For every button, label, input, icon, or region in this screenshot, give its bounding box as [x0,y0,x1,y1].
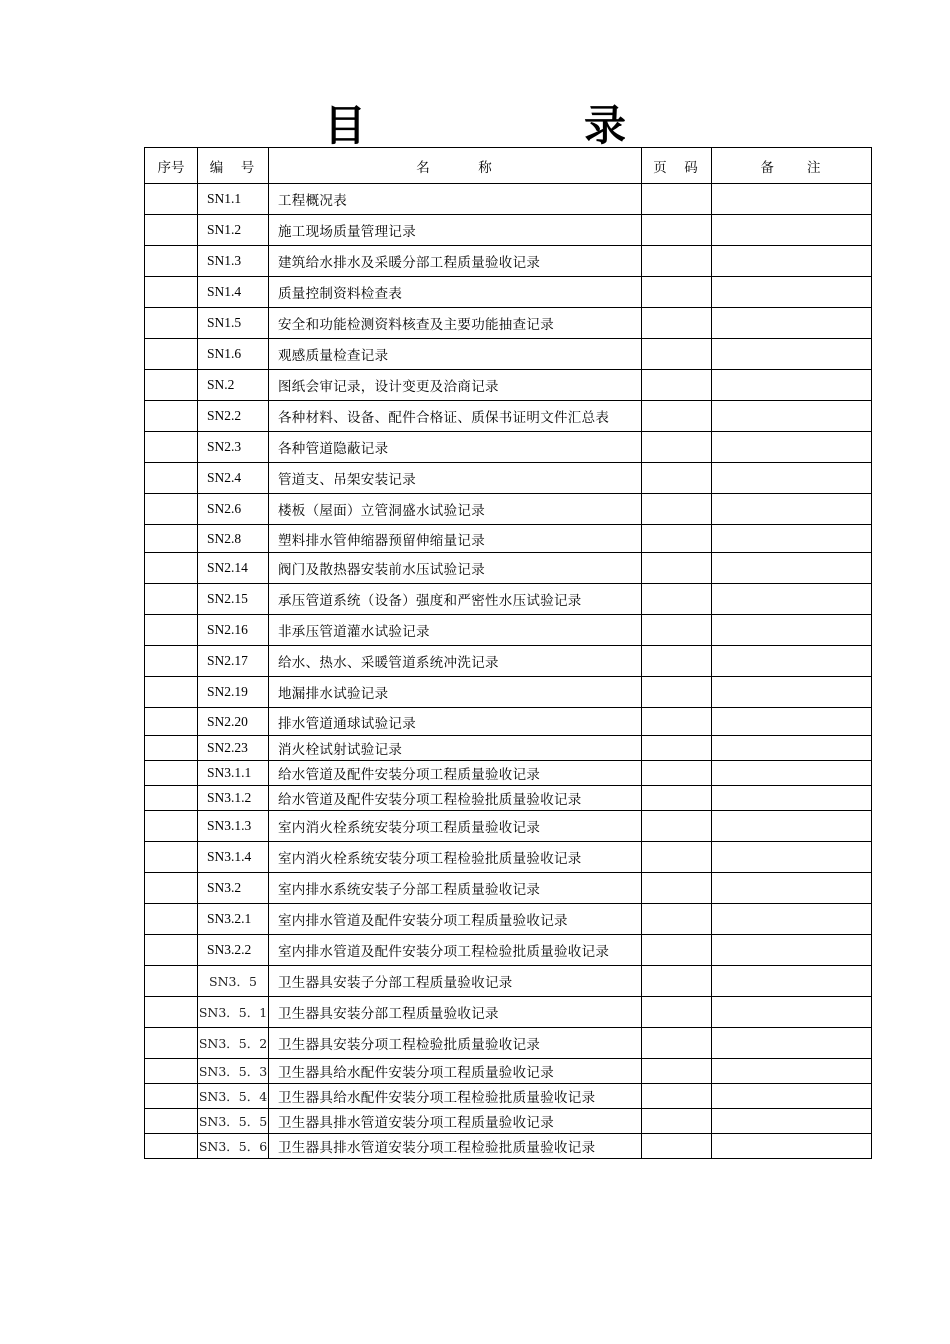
row-seq-cell [145,761,198,786]
row-note-cell [712,873,872,904]
table-row [145,246,872,277]
row-note-cell [712,1134,872,1159]
row-seq-cell [145,736,198,761]
table-row [145,842,872,873]
header-note: 备 注 [712,148,872,184]
row-name-cell: 卫生器具安装子分部工程质量验收记录 [269,966,642,997]
row-note-cell [712,842,872,873]
row-name-cell: 图纸会审记录，设计变更及洽商记录 [269,370,642,401]
row-name-cell: 地漏排水试验记录 [269,677,642,708]
row-page-cell [642,615,712,646]
row-note-cell [712,736,872,761]
row-seq-cell [145,184,198,215]
row-page-cell [642,184,712,215]
row-note-cell [712,525,872,553]
table-row [145,1134,872,1159]
row-page-cell [642,215,712,246]
table-row [145,646,872,677]
row-name-cell: 消火栓试射试验记录 [269,736,642,761]
row-seq-cell [145,646,198,677]
row-note-cell [712,904,872,935]
table-row [145,997,872,1028]
row-note-cell [712,339,872,370]
row-name-cell: 室内排水管道及配件安装分项工程质量验收记录 [269,904,642,935]
header-page: 页 码 [642,148,712,184]
row-code-cell: SN3.1.2 [198,786,269,811]
row-code-cell: SN3.1.3 [198,811,269,842]
row-seq-cell [145,1028,198,1059]
row-name-cell: 安全和功能检测资料核查及主要功能抽查记录 [269,308,642,339]
row-note-cell [712,494,872,525]
row-note-cell [712,1059,872,1084]
row-seq-cell [145,463,198,494]
row-code-cell: SN1.4 [198,277,269,308]
row-note-cell [712,935,872,966]
row-page-cell [642,786,712,811]
row-page-cell [642,463,712,494]
row-note-cell [712,553,872,584]
row-page-cell [642,277,712,308]
row-page-cell [642,904,712,935]
table-row [145,1109,872,1134]
table-row [145,370,872,401]
row-name-cell: 楼板（屋面）立管洞盛水试验记录 [269,494,642,525]
table-row [145,308,872,339]
row-code-cell: SN3.1.1 [198,761,269,786]
row-page-cell [642,525,712,553]
row-name-cell: 阀门及散热器安装前水压试验记录 [269,553,642,584]
row-name-cell: 各种管道隐蔽记录 [269,432,642,463]
row-seq-cell [145,708,198,736]
row-code-cell: SN3．5 [198,966,269,997]
row-note-cell [712,1084,872,1109]
row-seq-cell [145,966,198,997]
row-code-cell: SN2.20 [198,708,269,736]
row-page-cell [642,1084,712,1109]
table-row [145,184,872,215]
row-code-cell: SN2.19 [198,677,269,708]
row-note-cell [712,677,872,708]
row-seq-cell [145,935,198,966]
row-code-cell: SN1.6 [198,339,269,370]
row-seq-cell [145,401,198,432]
row-page-cell [642,246,712,277]
row-note-cell [712,708,872,736]
table-row [145,966,872,997]
row-name-cell: 各种材料、设备、配件合格证、质保书证明文件汇总表 [269,401,642,432]
row-page-cell [642,736,712,761]
table-row [145,786,872,811]
row-code-cell: SN2.16 [198,615,269,646]
row-note-cell [712,401,872,432]
table-row [145,584,872,615]
row-seq-cell [145,786,198,811]
row-note-cell [712,246,872,277]
row-code-cell: SN3.2.2 [198,935,269,966]
row-code-cell: SN2.6 [198,494,269,525]
row-page-cell [642,966,712,997]
row-name-cell: 卫生器具排水管道安装分项工程检验批质量验收记录 [269,1134,642,1159]
row-page-cell [642,401,712,432]
row-note-cell [712,432,872,463]
row-page-cell [642,708,712,736]
row-page-cell [642,584,712,615]
row-note-cell [712,966,872,997]
row-page-cell [642,935,712,966]
row-page-cell [642,1109,712,1134]
row-page-cell [642,646,712,677]
table-row [145,1028,872,1059]
row-name-cell: 施工现场质量管理记录 [269,215,642,246]
table-header-row [145,148,872,184]
row-seq-cell [145,432,198,463]
row-note-cell [712,463,872,494]
row-note-cell [712,215,872,246]
row-code-cell: SN2.8 [198,525,269,553]
page-title: 目 录 [323,101,714,150]
header-seq: 序号 [145,148,198,184]
row-name-cell: 承压管道系统（设备）强度和严密性水压试验记录 [269,584,642,615]
row-code-cell: SN3．5．6 [198,1134,269,1159]
row-name-cell: 质量控制资料检查表 [269,277,642,308]
row-name-cell: 室内排水系统安装子分部工程质量验收记录 [269,873,642,904]
row-seq-cell [145,494,198,525]
row-seq-cell [145,246,198,277]
row-note-cell [712,308,872,339]
row-code-cell: SN1.1 [198,184,269,215]
row-page-cell [642,842,712,873]
row-page-cell [642,1028,712,1059]
table-row [145,215,872,246]
table-row [145,615,872,646]
table-row [145,463,872,494]
row-page-cell [642,308,712,339]
row-code-cell: SN2.2 [198,401,269,432]
table-row [145,761,872,786]
row-seq-cell [145,308,198,339]
table-row [145,525,872,553]
row-name-cell: 管道支、吊架安装记录 [269,463,642,494]
row-name-cell: 卫生器具给水配件安装分项工程检验批质量验收记录 [269,1084,642,1109]
row-page-cell [642,761,712,786]
row-code-cell: SN3.2 [198,873,269,904]
row-name-cell: 卫生器具给水配件安装分项工程质量验收记录 [269,1059,642,1084]
row-name-cell: 非承压管道灌水试验记录 [269,615,642,646]
table-row [145,935,872,966]
table-row [145,708,872,736]
header-code: 编 号 [198,148,269,184]
table-row [145,277,872,308]
row-seq-cell [145,1134,198,1159]
row-seq-cell [145,615,198,646]
row-name-cell: 给水管道及配件安装分项工程检验批质量验收记录 [269,786,642,811]
row-code-cell: SN.2 [198,370,269,401]
row-page-cell [642,494,712,525]
row-page-cell [642,370,712,401]
row-name-cell: 卫生器具安装分项工程检验批质量验收记录 [269,1028,642,1059]
row-name-cell: 塑料排水管伸缩器预留伸缩量记录 [269,525,642,553]
row-code-cell: SN2.14 [198,553,269,584]
row-note-cell [712,615,872,646]
row-seq-cell [145,1084,198,1109]
row-name-cell: 室内消火栓系统安装分项工程质量验收记录 [269,811,642,842]
row-code-cell: SN1.2 [198,215,269,246]
row-seq-cell [145,997,198,1028]
row-code-cell: SN3．5．1 [198,997,269,1028]
table-row [145,904,872,935]
row-note-cell [712,184,872,215]
row-code-cell: SN2.17 [198,646,269,677]
row-note-cell [712,997,872,1028]
row-seq-cell [145,677,198,708]
row-code-cell: SN3.2.1 [198,904,269,935]
row-code-cell: SN3.1.4 [198,842,269,873]
header-name: 名 称 [269,148,642,184]
row-code-cell: SN2.4 [198,463,269,494]
row-note-cell [712,1028,872,1059]
row-page-cell [642,997,712,1028]
row-code-cell: SN3．5．4 [198,1084,269,1109]
row-name-cell: 室内排水管道及配件安装分项工程检验批质量验收记录 [269,935,642,966]
row-note-cell [712,811,872,842]
table-row [145,432,872,463]
row-name-cell: 建筑给水排水及采暖分部工程质量验收记录 [269,246,642,277]
table-row [145,677,872,708]
row-note-cell [712,584,872,615]
table-row [145,873,872,904]
row-page-cell [642,339,712,370]
row-code-cell: SN3．5．3 [198,1059,269,1084]
row-name-cell: 卫生器具安装分部工程质量验收记录 [269,997,642,1028]
table-row [145,811,872,842]
row-page-cell [642,1059,712,1084]
row-seq-cell [145,904,198,935]
row-name-cell: 卫生器具排水管道安装分项工程质量验收记录 [269,1109,642,1134]
row-page-cell [642,553,712,584]
row-seq-cell [145,811,198,842]
table-row [145,553,872,584]
row-page-cell [642,811,712,842]
row-name-cell: 给水、热水、采暖管道系统冲洗记录 [269,646,642,677]
row-code-cell: SN1.3 [198,246,269,277]
row-seq-cell [145,1059,198,1084]
row-seq-cell [145,339,198,370]
row-seq-cell [145,277,198,308]
row-note-cell [712,646,872,677]
row-seq-cell [145,215,198,246]
row-seq-cell [145,553,198,584]
table-row [145,736,872,761]
row-code-cell: SN3．5．5 [198,1109,269,1134]
table-row [145,339,872,370]
row-note-cell [712,277,872,308]
row-seq-cell [145,370,198,401]
row-name-cell: 观感质量检查记录 [269,339,642,370]
row-page-cell [642,873,712,904]
table-row [145,401,872,432]
row-name-cell: 排水管道通球试验记录 [269,708,642,736]
row-note-cell [712,370,872,401]
row-seq-cell [145,873,198,904]
row-note-cell [712,761,872,786]
contents-table [144,147,872,1159]
table-row [145,1059,872,1084]
row-seq-cell [145,842,198,873]
row-name-cell: 给水管道及配件安装分项工程质量验收记录 [269,761,642,786]
row-seq-cell [145,1109,198,1134]
row-seq-cell [145,525,198,553]
row-name-cell: 室内消火栓系统安装分项工程检验批质量验收记录 [269,842,642,873]
row-code-cell: SN1.5 [198,308,269,339]
row-note-cell [712,1109,872,1134]
row-code-cell: SN2.23 [198,736,269,761]
row-code-cell: SN2.3 [198,432,269,463]
row-page-cell [642,1134,712,1159]
row-code-cell: SN3．5．2 [198,1028,269,1059]
row-page-cell [642,432,712,463]
table-row [145,1084,872,1109]
row-page-cell [642,677,712,708]
row-note-cell [712,786,872,811]
row-seq-cell [145,584,198,615]
row-code-cell: SN2.15 [198,584,269,615]
table-row [145,494,872,525]
row-name-cell: 工程概况表 [269,184,642,215]
